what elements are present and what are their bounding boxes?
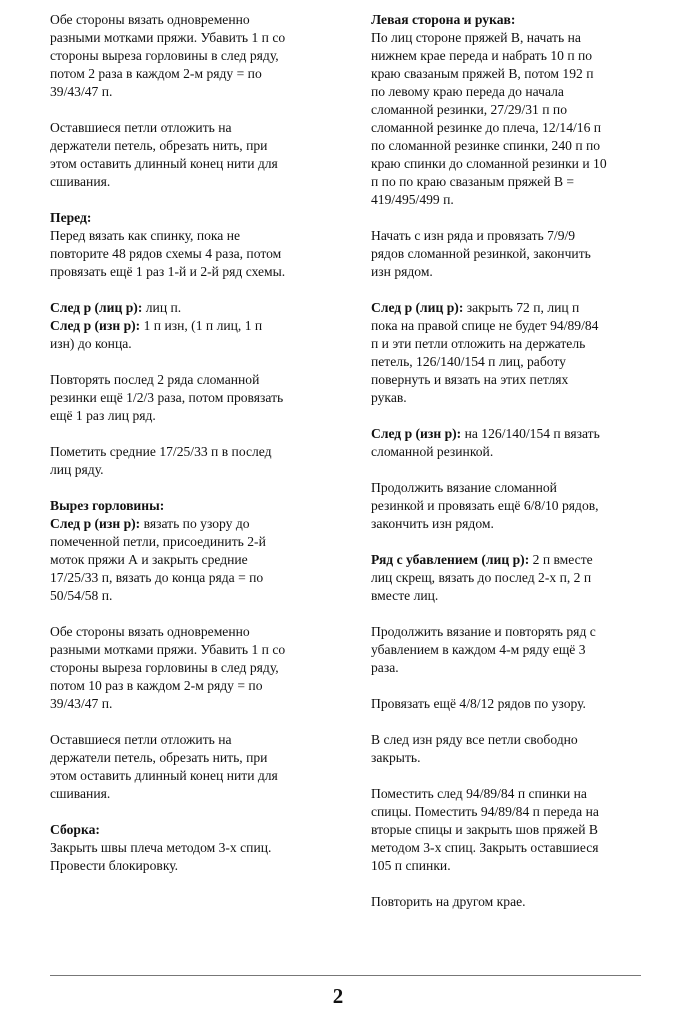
instruction-row — [371, 299, 651, 407]
instruction-row — [371, 425, 651, 461]
paragraph: В след изн ряду все петли свободно закрыть. — [371, 732, 578, 765]
instruction-row — [50, 299, 340, 317]
row-label: След р (изн р): — [371, 426, 462, 441]
section-heading-assembly: Сборка: — [50, 822, 100, 837]
paragraph: Обе стороны вязать одновременно разными мотками пряжи. Убавить 1 п со стороны выреза горловины в след ряду, потом 10 раз в каждом 2-м ряду = по 39/43/47 п. — [50, 624, 286, 711]
instruction-row — [371, 551, 651, 605]
footer-divider — [50, 975, 641, 976]
paragraph: Повторять послед 2 ряда сломанной резинки ещё 1/2/3 раза, потом провязать ещё 1 раз лиц ряд. — [50, 372, 284, 423]
row-text: закрыть 72 п, лиц п пока на правой спице не будет 94/89/84 п и эти петли отложить на держатель петель, 126/140/154 п лиц, работу повернуть и вязать на этих петлях рукав. — [371, 300, 599, 405]
paragraph: Обе стороны вязать одновременно разными мотками пряжи. Убавить 1 п со стороны выреза горловины в след ряду, потом 2 раза в каждом 2-м ряду = по 39/43/47 п. — [50, 12, 286, 99]
paragraph: Оставшиеся петли отложить на держатели петель, обрезать нить, при этом оставить длинный конец нити для сшивания. — [50, 120, 278, 189]
row-label: Ряд с убавлением (лиц р): — [371, 552, 530, 567]
paragraph: По лиц стороне пряжей В, начать на нижнем крае переда и набрать 10 п по краю свазаным пряжей В, потом 192 п по левому краю переда до начала сломанной резинки, 27/29/31 п по сломанной резинке до плеча, 12/14/16 п по сломанной резинке спинки, 240 п по краю спинки до сломанной резинки и 10 п по по краю свазаным пряжей В = 419/495/499 п. — [371, 30, 607, 207]
right-column — [371, 11, 651, 929]
row-text: на 126/140/154 п вязать сломанной резинкой. — [371, 426, 600, 459]
paragraph: Повторить на другом крае. — [371, 894, 526, 909]
paragraph: Оставшиеся петли отложить на держатели петель, обрезать нить, при этом оставить длинный конец нити для сшивания. — [50, 732, 278, 801]
row-text: 1 п изн, (1 п лиц, 1 п изн) до конца. — [50, 318, 263, 351]
instruction-row — [50, 317, 340, 353]
left-column — [50, 11, 340, 893]
page-number: 2 — [332, 984, 344, 1008]
row-label: След р (лиц р): — [371, 300, 464, 315]
row-label: След р (лиц р): — [50, 300, 143, 315]
row-text: 2 п вместе лиц скрещ, вязать до послед 2-х п, 2 п вместе лиц. — [371, 552, 593, 603]
section-heading-left-side: Левая сторона и рукав: — [371, 12, 516, 27]
paragraph: Начать с изн ряда и провязать 7/9/9 рядов сломанной резинкой, закончить изн рядом. — [371, 228, 591, 279]
row-text: лиц п. — [142, 300, 182, 315]
section-heading-neckline: Вырез горловины: — [50, 498, 165, 513]
paragraph: Провязать ещё 4/8/12 рядов по узору. — [371, 696, 586, 711]
instruction-row — [50, 515, 340, 605]
row-text: вязать по узору до помеченной петли, присоединить 2-й моток пряжи А и закрыть средние 17/25/33 п, вязать до конца ряда = по 50/54/58 п. — [50, 516, 266, 603]
paragraph: Закрыть швы плеча методом 3-х спиц. Провести блокировку. — [50, 840, 272, 873]
section-heading-front: Перед: — [50, 210, 92, 225]
row-label: След р (изн р): — [50, 516, 141, 531]
paragraph: Поместить след 94/89/84 п спинки на спицы. Поместить 94/89/84 п переда на вторые спицы и закрыть шов пряжей В методом 3-х спиц. Закрыть оставшиеся 105 п спинки. — [371, 786, 599, 873]
paragraph: Продолжить вязание сломанной резинкой и провязать ещё 6/8/10 рядов, закончить изн рядом. — [371, 480, 599, 531]
paragraph: Пометить средние 17/25/33 п в послед лиц ряду. — [50, 444, 272, 477]
row-label: След р (изн р): — [50, 318, 141, 333]
paragraph: Перед вязать как спинку, пока не повторите 48 рядов схемы 4 раза, потом провязать ещё 1 раз 1-й и 2-й ряд схемы. — [50, 228, 286, 279]
paragraph: Продолжить вязание и повторять ряд с убавлением в каждом 4-м ряду ещё 3 раза. — [371, 624, 596, 675]
